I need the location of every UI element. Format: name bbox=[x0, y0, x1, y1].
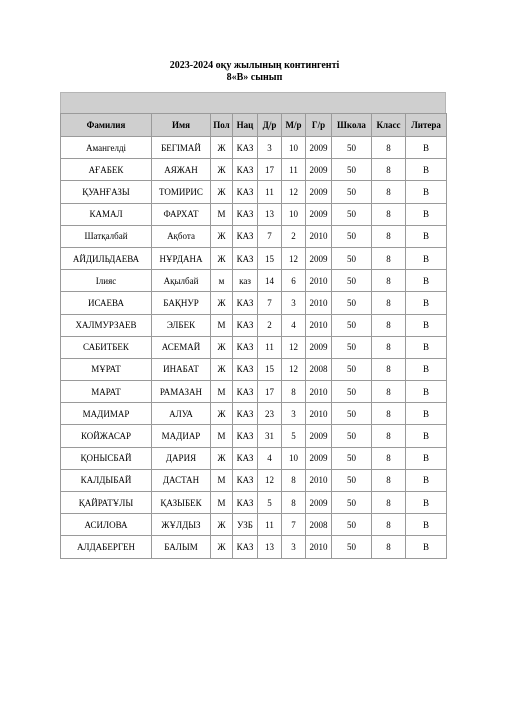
cell-surname: Амангелді bbox=[61, 137, 152, 159]
cell-birth-day: 23 bbox=[258, 403, 282, 425]
cell-birth-day: 11 bbox=[258, 336, 282, 358]
cell-birth-year: 2009 bbox=[306, 447, 332, 469]
cell-gender: М bbox=[211, 469, 233, 491]
cell-birth-day: 14 bbox=[258, 270, 282, 292]
table-row bbox=[61, 336, 447, 358]
cell-gender: М bbox=[211, 492, 233, 514]
cell-grade: 8 bbox=[372, 425, 406, 447]
cell-letter: В bbox=[406, 514, 447, 536]
table-row bbox=[61, 469, 447, 491]
cell-surname: САБИТБЕК bbox=[61, 336, 152, 358]
cell-grade: 8 bbox=[372, 292, 406, 314]
cell-birth-month: 12 bbox=[282, 336, 306, 358]
cell-birth-year: 2008 bbox=[306, 358, 332, 380]
cell-birth-month: 8 bbox=[282, 381, 306, 403]
table-row bbox=[61, 381, 447, 403]
cell-gender: Ж bbox=[211, 358, 233, 380]
cell-birth-year: 2009 bbox=[306, 203, 332, 225]
table-row bbox=[61, 292, 447, 314]
cell-first-name: ФАРХАТ bbox=[152, 203, 211, 225]
cell-grade: 8 bbox=[372, 514, 406, 536]
cell-first-name: ҚАЗЫБЕК bbox=[152, 492, 211, 514]
table-row bbox=[61, 447, 447, 469]
cell-first-name: АЛУА bbox=[152, 403, 211, 425]
cell-first-name: ИНАБАТ bbox=[152, 358, 211, 380]
table-row bbox=[61, 403, 447, 425]
cell-birth-day: 15 bbox=[258, 358, 282, 380]
cell-nationality: КАЗ bbox=[233, 181, 258, 203]
table-row bbox=[61, 137, 447, 159]
cell-nationality: КАЗ bbox=[233, 469, 258, 491]
cell-birth-month: 8 bbox=[282, 492, 306, 514]
cell-grade: 8 bbox=[372, 536, 406, 558]
table-row bbox=[61, 514, 447, 536]
cell-birth-month: 12 bbox=[282, 247, 306, 269]
cell-gender: Ж bbox=[211, 514, 233, 536]
table-row bbox=[61, 314, 447, 336]
cell-first-name: МАДИАР bbox=[152, 425, 211, 447]
cell-grade: 8 bbox=[372, 314, 406, 336]
cell-nationality: КАЗ bbox=[233, 403, 258, 425]
cell-letter: В bbox=[406, 403, 447, 425]
cell-surname: АЙДИЛЬДАЕВА bbox=[61, 247, 152, 269]
table-row bbox=[61, 270, 447, 292]
cell-birth-month: 3 bbox=[282, 292, 306, 314]
cell-birth-month: 3 bbox=[282, 403, 306, 425]
cell-first-name: ТОМИРИС bbox=[152, 181, 211, 203]
cell-birth-month: 10 bbox=[282, 447, 306, 469]
cell-nationality: каз bbox=[233, 270, 258, 292]
cell-first-name: БЕГІМАЙ bbox=[152, 137, 211, 159]
cell-birth-month: 2 bbox=[282, 225, 306, 247]
cell-grade: 8 bbox=[372, 469, 406, 491]
column-header-birth-day: Д/р bbox=[258, 114, 282, 137]
cell-first-name: БАЛЫМ bbox=[152, 536, 211, 558]
cell-school: 50 bbox=[332, 137, 372, 159]
cell-grade: 8 bbox=[372, 137, 406, 159]
cell-birth-month: 7 bbox=[282, 514, 306, 536]
cell-letter: В bbox=[406, 137, 447, 159]
cell-letter: В bbox=[406, 469, 447, 491]
cell-nationality: КАЗ bbox=[233, 381, 258, 403]
cell-birth-year: 2008 bbox=[306, 514, 332, 536]
cell-nationality: КАЗ bbox=[233, 292, 258, 314]
cell-birth-month: 10 bbox=[282, 137, 306, 159]
cell-grade: 8 bbox=[372, 247, 406, 269]
cell-birth-month: 11 bbox=[282, 159, 306, 181]
cell-nationality: КАЗ bbox=[233, 492, 258, 514]
cell-surname: ҚУАНҒАЗЫ bbox=[61, 181, 152, 203]
cell-birth-month: 10 bbox=[282, 203, 306, 225]
cell-nationality: КАЗ bbox=[233, 225, 258, 247]
cell-school: 50 bbox=[332, 336, 372, 358]
table-top-band bbox=[60, 92, 446, 114]
cell-surname: МАДИМАР bbox=[61, 403, 152, 425]
cell-school: 50 bbox=[332, 425, 372, 447]
cell-nationality: КАЗ bbox=[233, 336, 258, 358]
cell-nationality: КАЗ bbox=[233, 358, 258, 380]
title-line-class: 8«В» сынып bbox=[226, 72, 283, 83]
cell-gender: М bbox=[211, 314, 233, 336]
cell-birth-day: 3 bbox=[258, 137, 282, 159]
cell-letter: В bbox=[406, 536, 447, 558]
cell-school: 50 bbox=[332, 403, 372, 425]
cell-surname: КАМАЛ bbox=[61, 203, 152, 225]
cell-nationality: КАЗ bbox=[233, 137, 258, 159]
cell-school: 50 bbox=[332, 469, 372, 491]
cell-birth-year: 2009 bbox=[306, 137, 332, 159]
cell-birth-month: 5 bbox=[282, 425, 306, 447]
column-header-grade: Класс bbox=[372, 114, 406, 137]
column-header-birth-month: М/р bbox=[282, 114, 306, 137]
table-row bbox=[61, 358, 447, 380]
cell-surname: МАРАТ bbox=[61, 381, 152, 403]
cell-birth-day: 4 bbox=[258, 447, 282, 469]
cell-nationality: КАЗ bbox=[233, 159, 258, 181]
cell-birth-day: 15 bbox=[258, 247, 282, 269]
table-row bbox=[61, 203, 447, 225]
cell-first-name: ЖҰЛДЫЗ bbox=[152, 514, 211, 536]
cell-first-name: БАҚНУР bbox=[152, 292, 211, 314]
cell-letter: В bbox=[406, 381, 447, 403]
column-header-first-name: Имя bbox=[152, 114, 211, 137]
column-header-surname: Фамилия bbox=[61, 114, 152, 137]
title-line-year: 2023-2024 оқу жылының контингенті bbox=[169, 60, 340, 71]
cell-letter: В bbox=[406, 247, 447, 269]
cell-school: 50 bbox=[332, 292, 372, 314]
cell-first-name: АСЕМАЙ bbox=[152, 336, 211, 358]
cell-school: 50 bbox=[332, 225, 372, 247]
cell-letter: В bbox=[406, 336, 447, 358]
cell-first-name: ЭЛБЕК bbox=[152, 314, 211, 336]
cell-birth-year: 2009 bbox=[306, 247, 332, 269]
cell-school: 50 bbox=[332, 536, 372, 558]
cell-nationality: КАЗ bbox=[233, 247, 258, 269]
cell-letter: В bbox=[406, 492, 447, 514]
cell-birth-day: 17 bbox=[258, 159, 282, 181]
cell-school: 50 bbox=[332, 358, 372, 380]
cell-gender: Ж bbox=[211, 225, 233, 247]
cell-surname: АЛДАБЕРГЕН bbox=[61, 536, 152, 558]
cell-birth-year: 2010 bbox=[306, 469, 332, 491]
cell-surname: Шатқалбай bbox=[61, 225, 152, 247]
cell-school: 50 bbox=[332, 203, 372, 225]
cell-surname: Ілияс bbox=[61, 270, 152, 292]
cell-grade: 8 bbox=[372, 492, 406, 514]
cell-grade: 8 bbox=[372, 203, 406, 225]
cell-letter: В bbox=[406, 203, 447, 225]
cell-surname: ҚОНЫСБАЙ bbox=[61, 447, 152, 469]
cell-birth-month: 4 bbox=[282, 314, 306, 336]
cell-first-name: ДАСТАН bbox=[152, 469, 211, 491]
document-title bbox=[0, 60, 509, 84]
cell-birth-year: 2009 bbox=[306, 492, 332, 514]
cell-gender: М bbox=[211, 381, 233, 403]
cell-birth-month: 6 bbox=[282, 270, 306, 292]
cell-birth-month: 8 bbox=[282, 469, 306, 491]
student-roster-table bbox=[60, 113, 447, 559]
cell-school: 50 bbox=[332, 447, 372, 469]
table-row bbox=[61, 159, 447, 181]
column-header-gender: Пол bbox=[211, 114, 233, 137]
cell-first-name: РАМАЗАН bbox=[152, 381, 211, 403]
cell-gender: Ж bbox=[211, 536, 233, 558]
cell-first-name: ДАРИЯ bbox=[152, 447, 211, 469]
cell-school: 50 bbox=[332, 381, 372, 403]
cell-letter: В bbox=[406, 270, 447, 292]
cell-surname: ҚАЙРАТҰЛЫ bbox=[61, 492, 152, 514]
column-header-nationality: Нац bbox=[233, 114, 258, 137]
cell-letter: В bbox=[406, 447, 447, 469]
cell-birth-year: 2010 bbox=[306, 292, 332, 314]
table-row bbox=[61, 492, 447, 514]
cell-gender: Ж bbox=[211, 181, 233, 203]
table-row bbox=[61, 536, 447, 558]
cell-birth-day: 13 bbox=[258, 203, 282, 225]
cell-school: 50 bbox=[332, 247, 372, 269]
cell-birth-day: 7 bbox=[258, 225, 282, 247]
cell-school: 50 bbox=[332, 181, 372, 203]
cell-grade: 8 bbox=[372, 381, 406, 403]
cell-birth-day: 11 bbox=[258, 181, 282, 203]
cell-school: 50 bbox=[332, 270, 372, 292]
cell-letter: В bbox=[406, 358, 447, 380]
cell-nationality: КАЗ bbox=[233, 536, 258, 558]
cell-grade: 8 bbox=[372, 270, 406, 292]
cell-birth-month: 3 bbox=[282, 536, 306, 558]
table-row bbox=[61, 225, 447, 247]
cell-gender: Ж bbox=[211, 137, 233, 159]
cell-surname: КОЙЖАСАР bbox=[61, 425, 152, 447]
cell-birth-day: 17 bbox=[258, 381, 282, 403]
cell-surname: ХАЛМУРЗАЕВ bbox=[61, 314, 152, 336]
column-header-birth-year: Г/р bbox=[306, 114, 332, 137]
cell-birth-day: 13 bbox=[258, 536, 282, 558]
cell-birth-day: 7 bbox=[258, 292, 282, 314]
cell-gender: м bbox=[211, 270, 233, 292]
table-body bbox=[61, 137, 447, 559]
cell-birth-day: 2 bbox=[258, 314, 282, 336]
cell-gender: М bbox=[211, 203, 233, 225]
table-row bbox=[61, 247, 447, 269]
cell-gender: Ж bbox=[211, 292, 233, 314]
cell-grade: 8 bbox=[372, 336, 406, 358]
cell-birth-day: 31 bbox=[258, 425, 282, 447]
cell-surname: ИСАЕВА bbox=[61, 292, 152, 314]
cell-birth-year: 2010 bbox=[306, 381, 332, 403]
cell-first-name: НҰРДАНА bbox=[152, 247, 211, 269]
cell-letter: В bbox=[406, 314, 447, 336]
cell-gender: М bbox=[211, 425, 233, 447]
cell-birth-month: 12 bbox=[282, 358, 306, 380]
cell-nationality: КАЗ bbox=[233, 425, 258, 447]
cell-birth-year: 2010 bbox=[306, 270, 332, 292]
cell-birth-year: 2010 bbox=[306, 403, 332, 425]
cell-birth-year: 2010 bbox=[306, 536, 332, 558]
table-row bbox=[61, 425, 447, 447]
table-row bbox=[61, 181, 447, 203]
cell-letter: В bbox=[406, 159, 447, 181]
cell-birth-year: 2009 bbox=[306, 159, 332, 181]
cell-birth-year: 2009 bbox=[306, 181, 332, 203]
cell-letter: В bbox=[406, 225, 447, 247]
cell-nationality: УЗБ bbox=[233, 514, 258, 536]
cell-letter: В bbox=[406, 181, 447, 203]
cell-birth-day: 11 bbox=[258, 514, 282, 536]
cell-gender: Ж bbox=[211, 159, 233, 181]
cell-surname: МҰРАТ bbox=[61, 358, 152, 380]
cell-surname: АСИЛОВА bbox=[61, 514, 152, 536]
cell-nationality: КАЗ bbox=[233, 203, 258, 225]
column-header-letter: Литера bbox=[406, 114, 447, 137]
cell-school: 50 bbox=[332, 514, 372, 536]
column-header-school: Школа bbox=[332, 114, 372, 137]
cell-nationality: КАЗ bbox=[233, 314, 258, 336]
cell-birth-year: 2010 bbox=[306, 225, 332, 247]
cell-grade: 8 bbox=[372, 403, 406, 425]
cell-gender: Ж bbox=[211, 247, 233, 269]
cell-grade: 8 bbox=[372, 159, 406, 181]
cell-gender: Ж bbox=[211, 447, 233, 469]
cell-gender: Ж bbox=[211, 336, 233, 358]
cell-surname: АҒАБЕК bbox=[61, 159, 152, 181]
cell-letter: В bbox=[406, 292, 447, 314]
cell-nationality: КАЗ bbox=[233, 447, 258, 469]
cell-birth-year: 2009 bbox=[306, 336, 332, 358]
cell-birth-day: 5 bbox=[258, 492, 282, 514]
cell-first-name: Ақылбай bbox=[152, 270, 211, 292]
cell-gender: Ж bbox=[211, 403, 233, 425]
cell-school: 50 bbox=[332, 314, 372, 336]
table-header-row bbox=[61, 114, 447, 137]
cell-grade: 8 bbox=[372, 447, 406, 469]
cell-letter: В bbox=[406, 425, 447, 447]
cell-birth-month: 12 bbox=[282, 181, 306, 203]
cell-grade: 8 bbox=[372, 358, 406, 380]
cell-surname: КАЛДЫБАЙ bbox=[61, 469, 152, 491]
cell-school: 50 bbox=[332, 492, 372, 514]
cell-grade: 8 bbox=[372, 225, 406, 247]
cell-first-name: АЯЖАН bbox=[152, 159, 211, 181]
cell-birth-day: 12 bbox=[258, 469, 282, 491]
cell-grade: 8 bbox=[372, 181, 406, 203]
cell-school: 50 bbox=[332, 159, 372, 181]
cell-birth-year: 2010 bbox=[306, 314, 332, 336]
cell-first-name: Ақбота bbox=[152, 225, 211, 247]
cell-birth-year: 2009 bbox=[306, 425, 332, 447]
